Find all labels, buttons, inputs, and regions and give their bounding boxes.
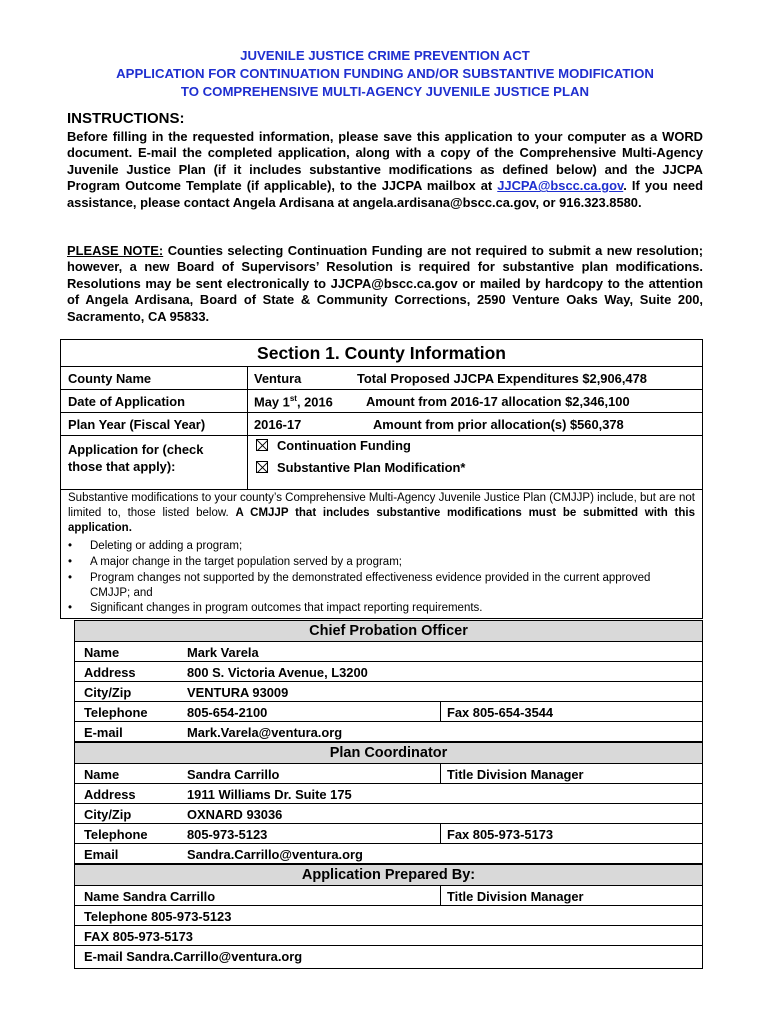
prepared-fax-row [75,926,702,946]
contacts-table [74,620,703,969]
cpo-phone-label: Telephone [84,705,148,720]
county-name-label: County Name [68,371,152,386]
modification-text: Substantive modifications to your county’s Comprehensive Multi-Agency Juvenile Justice Plan (CMJJP) include, but are not limited to, those listed below. A CMJJP that includes substantive modifications must be submitted with this application. [68,492,695,535]
plan-year-row [61,413,702,436]
date-label: Date of Application [68,394,185,409]
coordinator-phone-row [75,824,702,844]
prepared-name-row [75,886,702,906]
cpo-cityzip-value[interactable]: VENTURA 93009 [187,685,289,700]
note-label: PLEASE NOTE: [67,243,164,258]
cpo-cityzip-row [75,682,702,702]
prepared-phone-value[interactable]: Telephone 805-973-5123 [84,909,232,924]
header-line-3: TO COMPREHENSIVE MULTI-AGENCY JUVENILE JUSTICE PLAN [180,84,590,99]
cpo-phone-row [75,702,702,722]
cpo-phone-value[interactable]: 805-654-2100 [187,705,268,720]
coordinator-cityzip-label: City/Zip [84,807,132,822]
note-paragraph [67,243,703,325]
instructions-text-b: . If you need assistance, please contact Angela Ardisana at angela.ardisana@bscc.ca.gov, or 916.323.8580. [67,178,703,210]
coordinator-cityzip-row [75,804,702,824]
section1-title: Section 1. County Information [61,340,702,367]
coordinator-heading: Plan Coordinator [75,742,702,764]
option-substantive[interactable]: Substantive Plan Modification* [256,460,465,475]
coordinator-name-label: Name [84,767,120,782]
cell-divider [440,702,441,722]
coordinator-address-label: Address [84,787,136,802]
plan-year-value[interactable]: 2016-17 [254,417,302,432]
prepared-name-value[interactable]: Name Sandra Carrillo [84,889,216,904]
prepared-email-row [75,946,702,966]
date-value[interactable]: May 1st, 2016 [254,394,333,410]
coordinator-cityzip-value[interactable]: OXNARD 93036 [187,807,283,822]
bullet-icon: • [68,540,73,552]
prior-allocation-amount[interactable]: Amount from prior allocation(s) $560,378 [373,417,624,432]
total-expenditures[interactable]: Total Proposed JJCPA Expenditures $2,906,478 [357,371,647,386]
instructions-text-a: Before filling in the requested information, please save this application to your computer as a WORD document. E-mail the completed application, along with a copy of the Comprehensive Multi-Agency Juvenile Justice Plan (if it includes substantive modifications as defined below) and the JJCPA Program Outcome Template (if applicable), to the JJCPA mailbox at [67,129,703,194]
column-divider [247,367,248,490]
county-name-value[interactable]: Ventura [254,371,302,386]
cpo-address-value[interactable]: 800 S. Victoria Avenue, L3200 [187,665,368,680]
coordinator-title-value[interactable]: Title Division Manager [447,767,584,782]
cpo-address-row [75,662,702,682]
prepared-phone-row [75,906,702,926]
prepared-heading: Application Prepared By: [75,864,702,886]
bullet-icon: • [68,556,73,568]
bullet-icon: • [68,602,73,614]
coordinator-email-row [75,844,702,864]
cpo-email-label: E-mail [84,725,123,740]
checked-box-icon[interactable] [256,439,268,451]
cell-divider [440,886,441,906]
cpo-email-value[interactable]: Mark.Varela@ventura.org [187,725,343,740]
coordinator-phone-label: Telephone [84,827,148,842]
county-name-row [61,367,702,390]
mailbox-link[interactable]: JJCPA@bscc.ca.gov [497,178,624,194]
coordinator-address-value[interactable]: 1911 Williams Dr. Suite 175 [187,787,352,802]
cpo-cityzip-label: City/Zip [84,685,132,700]
option-continuation[interactable]: Continuation Funding [256,438,411,453]
cpo-email-row [75,722,702,742]
cpo-fax-value[interactable]: Fax 805-654-3544 [447,705,554,720]
instructions-heading: INSTRUCTIONS: [67,110,185,127]
cell-divider [440,764,441,784]
cpo-name-label: Name [84,645,120,660]
cell-divider [440,824,441,844]
date-row [61,390,702,413]
coordinator-fax-value[interactable]: Fax 805-973-5173 [447,827,554,842]
coordinator-phone-value[interactable]: 805-973-5123 [187,827,268,842]
section1-box: Section 1. County Information County Name Ventura Total Proposed JJCPA Expenditures $2,906,478 Date of Application May 1st, 2016 Amount from 2016-17 allocation $2,346,100 Plan Year (Fiscal Year) 2016-17 Amount from prior allocation(s) $560,378 Application for (check those that apply): Continuation Funding Substantive Plan Modification* Substantive modifications to your county’s Comprehensive Multi-Agency Juvenile Justice Plan (CMJJP) include, but are not limited to, those listed below. A CMJJP that includes substantive modifications must be submitted with this application. • Deleting or adding a program; • A major change in the target population served by a program; • Program changes not supported by the demonstrated effectiveness evidence provided in the current approved CMJJP; and • Significant changes in program outcomes that impact reporting requirements. [60,339,703,619]
allocation-amount[interactable]: Amount from 2016-17 allocation $2,346,100 [366,394,630,409]
instructions-paragraph [67,129,703,211]
cpo-name-row [75,642,702,662]
coordinator-email-value[interactable]: Sandra.Carrillo@ventura.org [187,847,363,862]
cpo-name-value[interactable]: Mark Varela [187,645,259,660]
apply-label-2: those that apply): [68,459,176,474]
coordinator-address-row [75,784,702,804]
header-line-1: JUVENILE JUSTICE CRIME PREVENTION ACT [240,48,530,63]
prepared-title-value[interactable]: Title Division Manager [447,889,584,904]
coordinator-email-label: Email [84,847,119,862]
prepared-fax-value[interactable]: FAX 805-973-5173 [84,929,193,944]
application-for-row [61,436,702,490]
bullet-icon: • [68,572,73,584]
coordinator-name-row [75,764,702,784]
apply-label-1: Application for (check [68,442,204,457]
cpo-address-label: Address [84,665,136,680]
checked-box-icon[interactable] [256,461,268,473]
coordinator-name-value[interactable]: Sandra Carrillo [187,767,280,782]
prepared-email-value[interactable]: E-mail Sandra.Carrillo@ventura.org [84,949,303,964]
plan-year-label: Plan Year (Fiscal Year) [68,417,206,432]
header-line-2: APPLICATION FOR CONTINUATION FUNDING AND/OR SUBSTANTIVE MODIFICATION [116,66,654,81]
cpo-heading: Chief Probation Officer [75,620,702,642]
note-text: Counties selecting Continuation Funding are not required to submit a new resolution; however, a new Board of Supervisors’ Resolution is required for substantive plan modifications. Resolutions may be sent electronically to JJCPA@bscc.ca.gov or mailed by hardcopy to the attention of Angela Ardisana, Board of State & Community Corrections, 2590 Venture Oaks Way, Suite 200, Sacramento, CA 95833. [67,243,703,324]
